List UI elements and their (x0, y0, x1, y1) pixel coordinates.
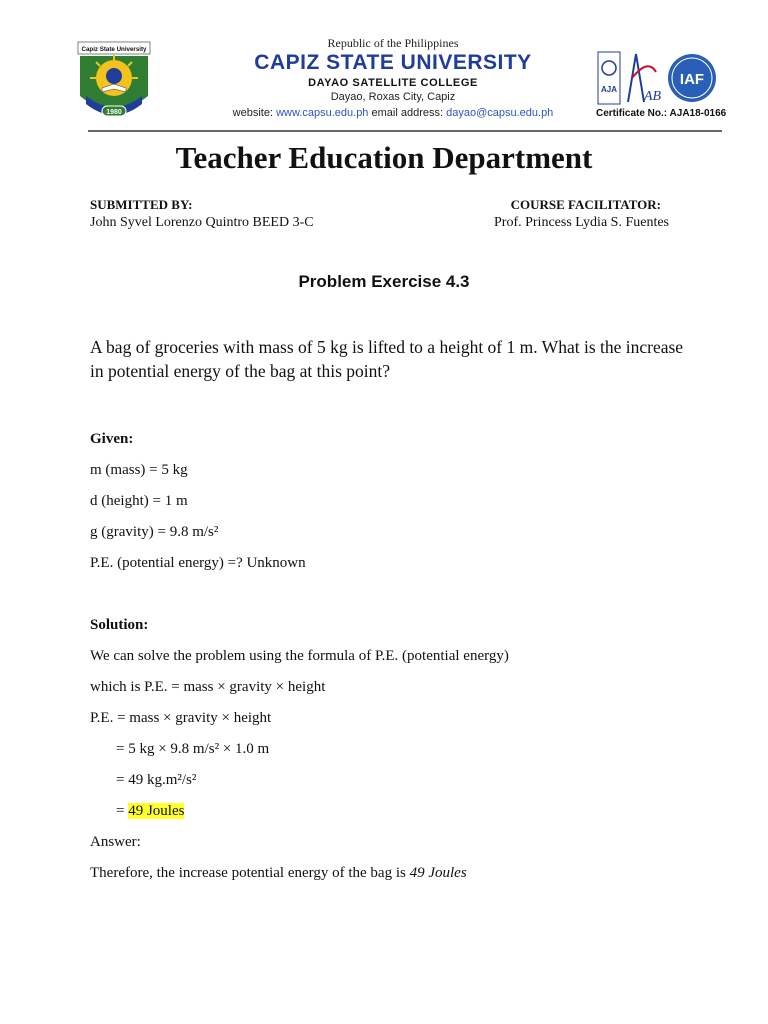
answer-sentence (90, 865, 467, 882)
header-divider (88, 130, 722, 132)
department-title: Teacher Education Department (175, 140, 593, 175)
ab-logo-text: AB (644, 89, 662, 104)
email-link[interactable]: dayao@capsu.edu.ph (446, 107, 554, 119)
solution-line-3: P.E. = mass × gravity × height (90, 710, 272, 726)
contact-line (200, 105, 586, 121)
solution-line-1: We can solve the problem using the formula of P.E. (potential energy) (90, 648, 509, 664)
answer-text: Therefore, the increase potential energy of the bag is (90, 865, 406, 881)
iaf-logo-text: IAF (679, 71, 705, 88)
college-address: Dayao, Roxas City, Capiz (330, 91, 456, 103)
aja-logo-text: AJA (600, 85, 618, 94)
certificate-number: Certificate No.: AJA18-0166 (596, 108, 727, 119)
website-label: website: (232, 107, 274, 119)
given-height: d (height) = 1 m (90, 493, 188, 509)
certification-logos-graphic (596, 48, 720, 110)
given-label: Given: (90, 431, 134, 447)
solution-line-4: = 5 kg × 9.8 m/s² × 1.0 m (116, 741, 270, 757)
solution-line-2: which is P.E. = mass × gravity × height (90, 679, 326, 695)
given-mass: m (mass) = 5 kg (90, 462, 188, 478)
capsu-seal-logo (76, 40, 152, 124)
answer-value: 49 Joules (409, 865, 467, 881)
solution-line-5: = 49 kg.m²/s² (116, 772, 197, 788)
submitted-by-name: John Syvel Lorenzo Quintro BEED 3-C (90, 215, 314, 230)
seal-year-text: 1980 (106, 109, 122, 116)
solution-final-value: 49 Joules (128, 803, 185, 819)
solution-final (116, 803, 184, 820)
problem-question: A bag of groceries with mass of 5 kg is lifted to a height of 1 m. What is the increase in potential energy of the bag at this point? (90, 337, 684, 381)
website-link[interactable]: www.capsu.edu.ph (276, 107, 369, 119)
letterhead (200, 36, 586, 121)
solution-final-prefix: = (116, 803, 129, 819)
republic-line: Republic of the Philippines (327, 36, 459, 50)
given-potential-energy: P.E. (potential energy) =? Unknown (90, 555, 306, 571)
college-name: DAYAO SATELLITE COLLEGE (308, 77, 478, 89)
problem-title: Problem Exercise 4.3 (298, 272, 470, 291)
email-label: email address: (371, 107, 444, 119)
certification-logos (596, 48, 720, 110)
given-gravity: g (gravity) = 9.8 m/s² (90, 524, 219, 540)
university-name: CAPIZ STATE UNIVERSITY (254, 51, 532, 74)
facilitator-label: COURSE FACILITATOR: (510, 197, 661, 212)
answer-label: Answer: (90, 834, 141, 850)
submitted-by-label: SUBMITTED BY: (90, 197, 193, 212)
capsu-seal-graphic (76, 40, 152, 124)
solution-label: Solution: (90, 617, 149, 633)
facilitator-name: Prof. Princess Lydia S. Fuentes (494, 215, 669, 230)
seal-banner-text: Capiz State University (81, 46, 147, 53)
